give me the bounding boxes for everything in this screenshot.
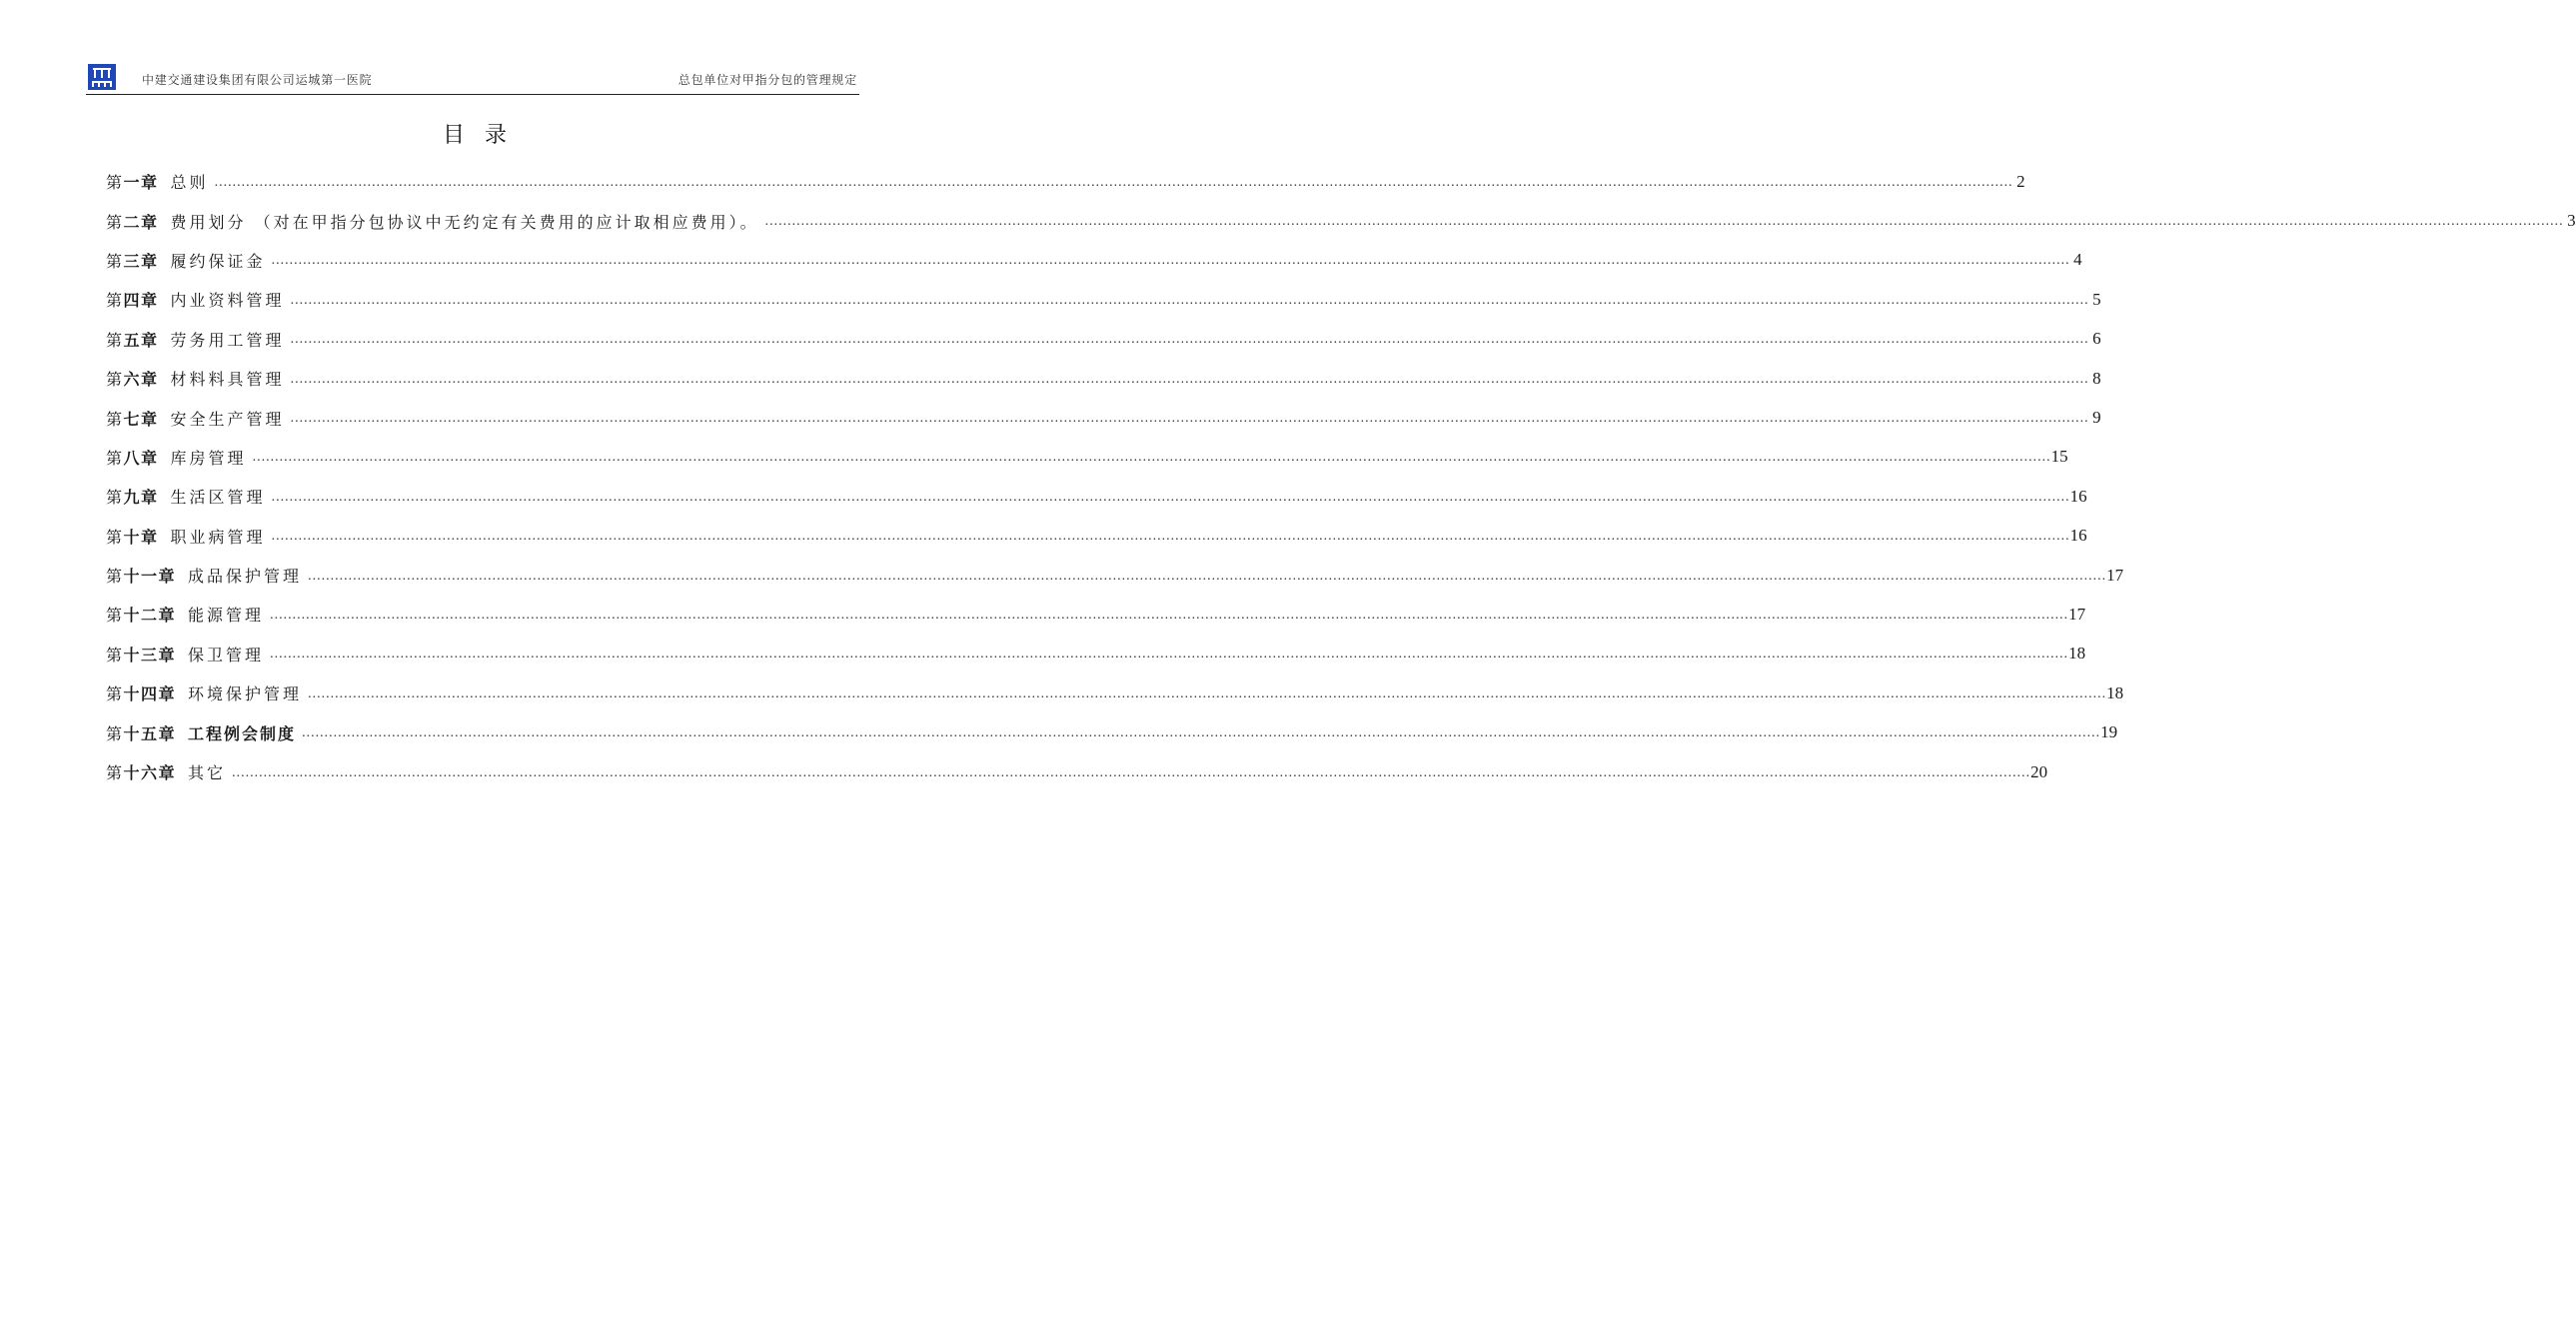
dot-leader: ................................................................................................................................................................................................................................................................................................................................................................................................................: [270, 607, 2069, 623]
dot-leader: ................................................................................................................................................................................................................................................................................................................................................................................................................: [290, 371, 2089, 387]
chapter-prefix: 第: [106, 684, 124, 704]
toc-entry[interactable]: [106, 398, 2101, 437]
chapter-title: 成品保护管理: [188, 567, 303, 587]
chapter-number: 十四: [123, 684, 159, 704]
chapter-number: 十六: [123, 763, 159, 783]
chapter-number: 十五: [123, 723, 159, 743]
toc-entry[interactable]: [106, 595, 2086, 634]
chapter-title: 工程例会制度: [188, 723, 297, 743]
page-number: 16: [2069, 526, 2087, 546]
toc-entry[interactable]: [106, 162, 2025, 201]
chapter-title: 职业病管理: [170, 527, 266, 547]
toc-entry[interactable]: [106, 517, 2087, 556]
dot-leader: ................................................................................................................................................................................................................................................................................................................................................................................................................: [308, 568, 2107, 584]
chapter-suffix: 章: [141, 448, 159, 468]
page-number: 8: [2092, 368, 2101, 388]
chapter-suffix: 章: [141, 173, 159, 193]
page-number: 3: [2567, 211, 2576, 231]
chapter-label: [106, 249, 159, 272]
dot-leader: ................................................................................................................................................................................................................................................................................................................................................................................................................: [252, 450, 2051, 466]
chapter-suffix: 章: [141, 370, 159, 390]
dot-leader: ................................................................................................................................................................................................................................................................................................................................................................................................................: [271, 529, 2070, 545]
chapter-suffix: 章: [141, 409, 159, 429]
page-number: 15: [2050, 447, 2068, 467]
dot-leader: ................................................................................................................................................................................................................................................................................................................................................................................................................: [308, 685, 2107, 701]
toc-entry[interactable]: [106, 712, 2118, 751]
chapter-title: 能源管理: [188, 606, 265, 626]
chapter-suffix: 章: [141, 291, 159, 311]
chapter-number: 十: [123, 527, 142, 547]
chapter-prefix: 第: [106, 488, 124, 508]
dot-leader: ................................................................................................................................................................................................................................................................................................................................................................................................................: [290, 411, 2089, 427]
chapter-title: 内业资料管理: [170, 291, 285, 311]
chapter-number: 十一: [123, 567, 159, 587]
chapter-title: 材料料具管理: [170, 370, 285, 390]
chapter-prefix: 第: [106, 173, 124, 193]
chapter-label: [106, 721, 176, 744]
toc-entry[interactable]: [106, 241, 2082, 280]
chapter-title: 总则: [170, 173, 209, 193]
toc-entry[interactable]: [106, 438, 2068, 477]
chapter-number: 八: [123, 448, 142, 468]
chapter-suffix: 章: [141, 527, 159, 547]
chapter-number: 二: [123, 212, 142, 232]
document-title: 总包单位对甲指分包的管理规定: [677, 73, 857, 87]
page-number: 4: [2073, 250, 2082, 270]
dot-leader: ................................................................................................................................................................................................................................................................................................................................................................................................................: [302, 725, 2101, 741]
chapter-title: 保卫管理: [188, 645, 265, 665]
dot-leader: ................................................................................................................................................................................................................................................................................................................................................................................................................: [271, 489, 2070, 505]
page-number: 2: [2016, 171, 2025, 191]
toc-entry[interactable]: [106, 201, 2576, 240]
dot-leader: ................................................................................................................................................................................................................................................................................................................................................................................................................: [271, 253, 2070, 269]
chapter-label: [106, 564, 176, 587]
chapter-number: 七: [123, 409, 142, 429]
toc-entry[interactable]: [106, 635, 2086, 673]
chapter-label: [106, 210, 159, 233]
chapter-suffix: 章: [141, 251, 159, 271]
chapter-prefix: 第: [106, 567, 124, 587]
chapter-title: 库房管理: [170, 448, 247, 468]
chapter-number: 五: [123, 330, 142, 350]
chapter-number: 十二: [123, 606, 159, 626]
chapter-suffix: 章: [141, 330, 159, 350]
chapter-label: [106, 485, 159, 508]
chapter-title: 费用划分 （对在甲指分包协议中无约定有关费用的应计取相应费用）。: [170, 212, 759, 232]
chapter-suffix: 章: [141, 488, 159, 508]
page-number: 17: [2068, 604, 2086, 624]
toc-entry[interactable]: [106, 752, 2048, 791]
chapter-suffix: 章: [158, 645, 177, 665]
page-number: 16: [2069, 486, 2087, 506]
page-number: 18: [2106, 682, 2124, 702]
dot-leader: ................................................................................................................................................................................................................................................................................................................................................................................................................: [764, 214, 2564, 230]
chapter-title: 安全生产管理: [170, 409, 285, 429]
dot-leader: ................................................................................................................................................................................................................................................................................................................................................................................................................: [290, 332, 2089, 348]
dot-leader: ................................................................................................................................................................................................................................................................................................................................................................................................................: [214, 174, 2013, 190]
chapter-label: [106, 603, 176, 626]
chapter-label: [106, 525, 159, 548]
toc-entry[interactable]: [106, 673, 2124, 712]
page-number: 6: [2092, 329, 2101, 349]
chapter-label: [106, 288, 159, 311]
toc-entry[interactable]: [106, 280, 2101, 319]
page-number: 19: [2100, 722, 2118, 742]
toc-entry[interactable]: [106, 477, 2087, 516]
chapter-label: [106, 446, 159, 469]
chapter-label: [106, 170, 159, 193]
chapter-prefix: 第: [106, 330, 124, 350]
chapter-suffix: 章: [158, 606, 177, 626]
dot-leader: ................................................................................................................................................................................................................................................................................................................................................................................................................: [270, 647, 2069, 663]
chapter-title: 环境保护管理: [188, 684, 303, 704]
dot-leader: ................................................................................................................................................................................................................................................................................................................................................................................................................: [232, 764, 2031, 780]
chapter-number: 六: [123, 370, 142, 390]
page-number: 20: [2030, 761, 2048, 781]
chapter-suffix: 章: [158, 723, 177, 743]
chapter-number: 九: [123, 488, 142, 508]
toc-entry[interactable]: [106, 556, 2124, 595]
toc-heading: 目录: [442, 123, 527, 148]
company-logo-icon: [88, 64, 116, 90]
chapter-prefix: 第: [106, 763, 124, 783]
chapter-prefix: 第: [106, 448, 124, 468]
dot-leader: ................................................................................................................................................................................................................................................................................................................................................................................................................: [290, 292, 2089, 308]
page-header: [86, 62, 859, 95]
chapter-prefix: 第: [106, 409, 124, 429]
page-number: 5: [2092, 289, 2101, 309]
chapter-label: [106, 643, 176, 666]
chapter-label: [106, 328, 159, 351]
chapter-label: [106, 760, 176, 783]
chapter-label: [106, 681, 176, 704]
page-number: 17: [2106, 565, 2124, 585]
chapter-prefix: 第: [106, 606, 124, 626]
chapter-prefix: 第: [106, 212, 124, 232]
chapter-label: [106, 407, 159, 430]
table-of-contents: [106, 162, 2576, 791]
chapter-number: 一: [123, 173, 142, 193]
chapter-prefix: 第: [106, 251, 124, 271]
page-number: 9: [2092, 408, 2101, 428]
chapter-prefix: 第: [106, 645, 124, 665]
chapter-title: 其它: [188, 763, 227, 783]
chapter-suffix: 章: [158, 684, 177, 704]
toc-entry[interactable]: [106, 359, 2101, 398]
page-number: 18: [2068, 644, 2086, 664]
chapter-number: 三: [123, 251, 142, 271]
chapter-suffix: 章: [158, 567, 177, 587]
toc-entry[interactable]: [106, 320, 2101, 359]
chapter-number: 四: [123, 291, 142, 311]
chapter-title: 履约保证金: [170, 251, 266, 271]
chapter-prefix: 第: [106, 527, 124, 547]
chapter-suffix: 章: [141, 212, 159, 232]
company-name: 中建交通建设集团有限公司运城第一医院: [142, 73, 373, 87]
chapter-prefix: 第: [106, 370, 124, 390]
chapter-title: 劳务用工管理: [170, 330, 285, 350]
chapter-suffix: 章: [158, 763, 177, 783]
chapter-title: 生活区管理: [170, 488, 266, 508]
chapter-number: 十三: [123, 645, 159, 665]
chapter-prefix: 第: [106, 723, 124, 743]
chapter-prefix: 第: [106, 291, 124, 311]
chapter-label: [106, 367, 159, 390]
